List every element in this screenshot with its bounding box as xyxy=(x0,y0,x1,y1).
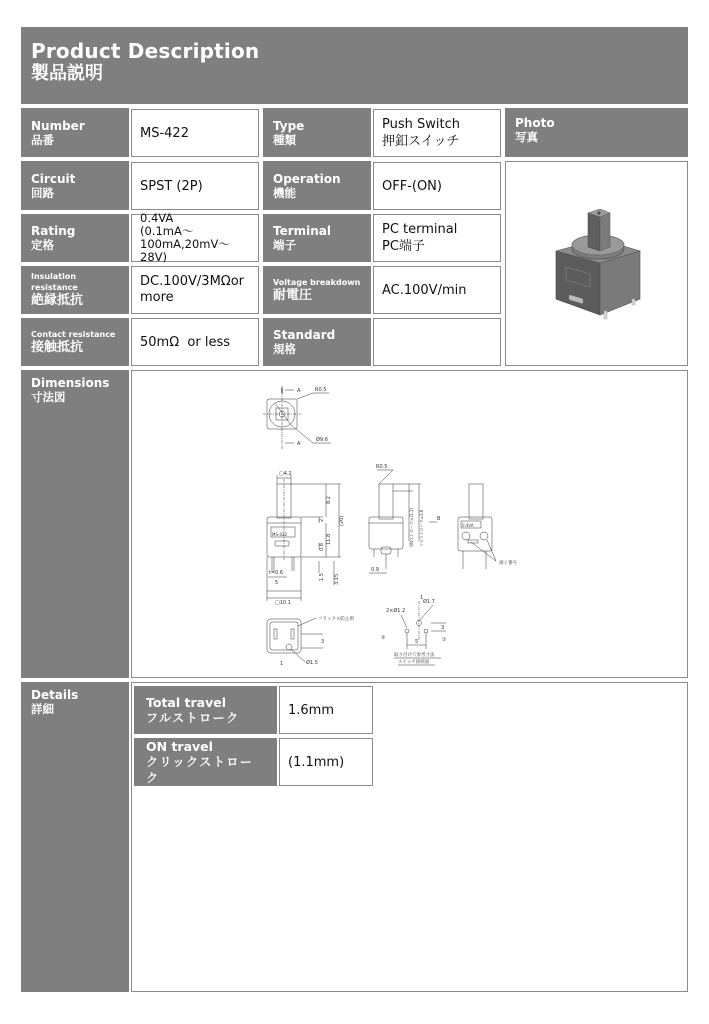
dimensions-label-jp: 寸法図 xyxy=(31,390,66,404)
details-label xyxy=(21,682,129,992)
details-label-en: Details xyxy=(31,688,79,702)
switch-3d-image xyxy=(542,199,652,329)
svg-text:2×Ø1.2: 2×Ø1.2 xyxy=(386,608,406,614)
rear-view xyxy=(458,484,517,569)
svg-text:②: ② xyxy=(381,635,386,641)
total-travel-value-text: 1.6mm xyxy=(288,702,335,718)
operation-value xyxy=(373,162,501,210)
standard-value xyxy=(373,318,501,366)
number-value xyxy=(131,109,259,157)
total-travel-label-jp: フルストローク xyxy=(146,710,240,725)
number-value-text: MS-422 xyxy=(140,125,189,141)
terminal-label xyxy=(263,214,371,262)
operation-label-jp: 機能 xyxy=(273,185,296,200)
standard-label-jp: 規格 xyxy=(273,342,296,356)
svg-text:0.4VA: 0.4VA xyxy=(462,523,474,528)
rating-value-line2: (0.1mA～ xyxy=(140,224,194,238)
number-label-en: Number xyxy=(31,118,85,133)
on-travel-value-text: (1.1mm) xyxy=(288,754,345,770)
type-label-en: Type xyxy=(273,118,305,133)
voltage-value-text: AC.100V/min xyxy=(382,282,467,298)
type-value xyxy=(373,109,501,157)
dimensions-label xyxy=(21,370,129,678)
page-header xyxy=(21,27,688,104)
standard-label xyxy=(263,318,371,366)
svg-text:フルストローク=1.6: フルストローク=1.6 xyxy=(419,509,424,547)
svg-text:0.9: 0.9 xyxy=(371,567,379,573)
circuit-label-en: Circuit xyxy=(31,171,76,186)
insulation-value-line1: DC.100V/3MΩor xyxy=(140,274,245,289)
type-value-jp: 押釦スイッチ xyxy=(382,134,460,149)
number-label-jp: 品番 xyxy=(31,132,54,147)
svg-text:3: 3 xyxy=(321,639,325,645)
type-value-en: Push Switch xyxy=(382,117,460,132)
on-travel-label xyxy=(134,738,277,786)
operation-label-en: Operation xyxy=(273,171,341,186)
type-label-jp: 種類 xyxy=(273,132,296,147)
operation-value-text: OFF-(ON) xyxy=(382,178,442,194)
technical-drawing xyxy=(132,371,689,679)
on-travel-label-en: ON travel xyxy=(146,738,213,754)
product-photo xyxy=(505,161,688,366)
svg-text:R0.5: R0.5 xyxy=(376,464,388,470)
circuit-label xyxy=(21,161,129,210)
terminal-value xyxy=(373,214,501,262)
svg-text:5: 5 xyxy=(415,639,419,645)
svg-text:MS-422: MS-422 xyxy=(272,532,288,537)
bottom-view xyxy=(267,615,354,667)
page-title-jp: 製品説明 xyxy=(31,63,103,84)
rating-value xyxy=(131,211,259,264)
details-label-jp: 詳細 xyxy=(31,702,54,716)
voltage-label xyxy=(263,266,371,314)
operation-label xyxy=(263,161,371,210)
insulation-value-line2: more xyxy=(140,290,174,305)
svg-text:取り付け穴参考寸法: 取り付け穴参考寸法 xyxy=(394,653,435,658)
svg-text:フラックス防止剤: フラックス防止剤 xyxy=(318,617,354,622)
on-travel-value xyxy=(279,738,373,786)
svg-text:ONストローク=(1.1): ONストローク=(1.1) xyxy=(409,508,414,547)
insulation-label xyxy=(21,266,129,314)
rating-value-line3: 100mA,20mV～28V) xyxy=(140,237,230,264)
svg-text:Ø1.7: Ø1.7 xyxy=(423,599,435,605)
circuit-label-jp: 回路 xyxy=(31,185,54,200)
side-view xyxy=(369,464,441,573)
circuit-value xyxy=(131,162,259,210)
svg-text:3: 3 xyxy=(441,625,445,631)
type-label xyxy=(263,108,371,157)
standard-label-en: Standard xyxy=(273,328,336,342)
rating-label-jp: 定格 xyxy=(31,238,54,252)
terminal-value-jp: PC端子 xyxy=(382,239,425,254)
svg-text:1: 1 xyxy=(420,595,424,601)
number-label xyxy=(21,108,129,157)
dimensions-label-en: Dimensions xyxy=(31,376,110,390)
svg-text:R0.5: R0.5 xyxy=(315,387,327,393)
svg-text:(20): (20) xyxy=(339,515,345,526)
rating-value-line1: 0.4VA xyxy=(140,211,174,225)
svg-text:1.5: 1.5 xyxy=(319,573,325,581)
circuit-value-text: SPST (2P) xyxy=(140,178,203,194)
contact-value-text: 50mΩ or less xyxy=(140,334,230,350)
front-view xyxy=(267,471,345,606)
svg-text:B: B xyxy=(437,516,441,522)
top-view xyxy=(263,386,331,449)
rating-label-en: Rating xyxy=(31,224,76,238)
photo-label-en: Photo xyxy=(515,116,555,130)
contact-value xyxy=(131,318,259,366)
svg-text:Ø9.6: Ø9.6 xyxy=(316,437,328,443)
svg-text:□4.2: □4.2 xyxy=(279,471,292,477)
voltage-value xyxy=(373,266,501,314)
insulation-label-jp: 絶縁抵抗 xyxy=(31,293,84,308)
svg-text:3.15: 3.15 xyxy=(334,573,340,585)
svg-text:A: A xyxy=(297,441,301,447)
dimension-drawing xyxy=(131,370,688,678)
terminal-label-en: Terminal xyxy=(273,224,332,238)
photo-label-jp: 写真 xyxy=(515,130,538,144)
svg-text:A: A xyxy=(297,388,301,394)
contact-label-jp: 接触抵抗 xyxy=(31,339,84,355)
terminal-label-jp: 端子 xyxy=(273,238,296,252)
svg-text:1: 1 xyxy=(280,661,284,667)
on-travel-label-jp: クリックストローク xyxy=(146,754,254,785)
total-travel-value xyxy=(279,686,373,734)
svg-text:0.8: 0.8 xyxy=(319,543,325,551)
svg-text:Ø1.5: Ø1.5 xyxy=(306,660,318,666)
mounting-hole-drawing xyxy=(381,595,447,665)
contact-label xyxy=(21,318,129,366)
page-title: Product Description xyxy=(31,39,260,63)
svg-text:□10.1: □10.1 xyxy=(275,600,291,606)
svg-text:t=0.6: t=0.6 xyxy=(269,570,284,576)
svg-text:スイッチ接続面: スイッチ接続面 xyxy=(398,660,430,665)
photo-label xyxy=(505,108,688,157)
svg-text:端子番号: 端子番号 xyxy=(499,561,517,566)
svg-text:①: ① xyxy=(442,637,447,643)
voltage-label-en: Voltage breakdown xyxy=(273,277,361,287)
svg-text:5: 5 xyxy=(275,580,279,586)
voltage-label-jp: 耐電圧 xyxy=(273,287,313,303)
total-travel-label xyxy=(134,686,277,734)
insulation-value xyxy=(131,266,259,314)
rating-label xyxy=(21,214,129,262)
total-travel-label-en: Total travel xyxy=(146,694,226,710)
svg-text:11.8: 11.8 xyxy=(326,533,332,545)
terminal-value-en: PC terminal xyxy=(382,222,458,237)
insulation-label-en: Insulation resistance xyxy=(31,272,78,292)
svg-text:8.2: 8.2 xyxy=(326,496,332,504)
svg-text:2: 2 xyxy=(319,518,325,522)
contact-label-en: Contact resistance xyxy=(31,329,116,339)
